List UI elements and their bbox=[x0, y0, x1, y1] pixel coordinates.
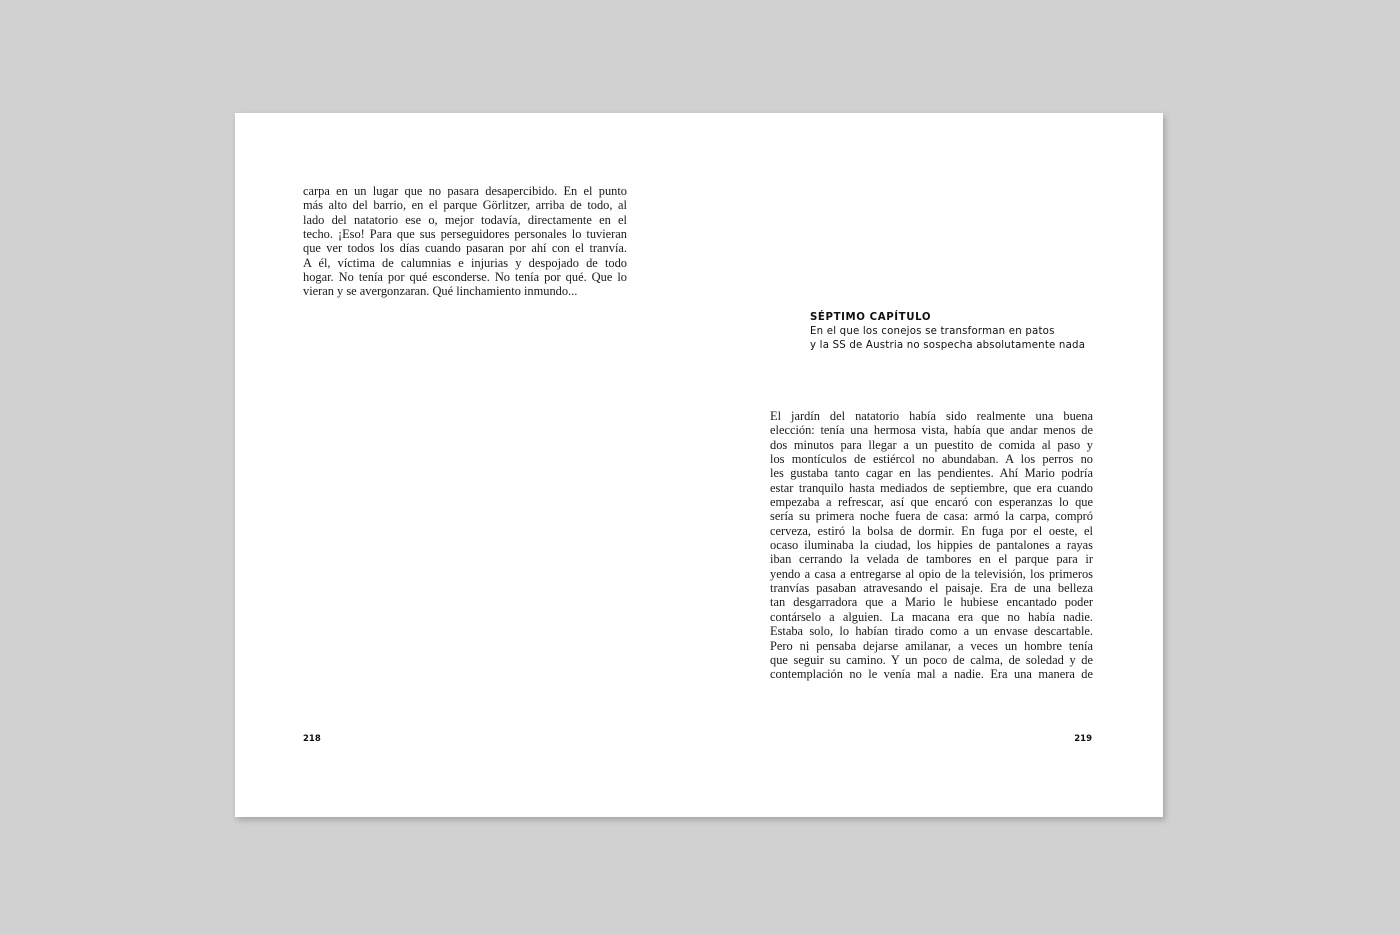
right-page-body bbox=[770, 409, 1093, 682]
text-line: los montículos de estiércol no abundaban. A los perros no bbox=[770, 452, 1093, 467]
text-line: ocaso iluminaba la ciudad, los hippies de pantalones a rayas bbox=[770, 538, 1093, 553]
text-line: vieran y se avergonzaran. Qué linchamiento inmundo... bbox=[303, 284, 578, 299]
text-line: elección: tenía una hermosa vista, había que andar menos de bbox=[770, 423, 1093, 438]
text-line: Estaba solo, lo habían tirado como a un envase descartable. bbox=[770, 624, 1093, 639]
chapter-heading: SÉPTIMO CAPÍTULO bbox=[810, 312, 932, 323]
text-line: yendo a casa a entregarse al opio de la televisión, los primeros bbox=[770, 566, 1093, 581]
text-line: estar tranquilo hasta mediados de septiembre, que era cuando bbox=[770, 480, 1093, 495]
text-line: empezaba a refrescar, así que encaró con esperanzas lo que bbox=[770, 495, 1093, 510]
chapter-header bbox=[810, 311, 1085, 353]
chapter-subtitle-line-2: y la SS de Austria no sospecha absolutamente nada bbox=[810, 340, 1086, 351]
page-number-left: 218 bbox=[303, 734, 321, 744]
text-line: sería su primera noche fuera de casa: armó la carpa, compró bbox=[770, 509, 1093, 524]
text-line: más alto del barrio, en el parque Görlitzer, arriba de todo, al bbox=[303, 198, 627, 213]
text-line: A él, víctima de calumnias e injurias y despojado de todo bbox=[303, 255, 627, 270]
text-line: contárselo a alguien. La macana era que no había nadie. bbox=[770, 609, 1093, 624]
text-line: techo. ¡Eso! Para que sus perseguidores personales lo tuvieran bbox=[303, 227, 627, 242]
text-line: hogar. No tenía por qué esconderse. No tenía por qué. Que lo bbox=[303, 270, 627, 285]
text-line: cerveza, estiró la bolsa de dormir. En fuga por el oeste, el bbox=[770, 523, 1093, 538]
text-line: les gustaba tanto cagar en las pendientes. Ahí Mario podría bbox=[770, 466, 1093, 481]
page-number-right: 219 bbox=[1074, 734, 1092, 744]
text-line: iban cerrando la velada de tambores en el parque para ir bbox=[770, 552, 1093, 567]
text-line: dos minutos para llegar a un puestito de comida al paso y bbox=[770, 437, 1093, 452]
text-line: tan desgarradora que a Mario le hubiese encantado poder bbox=[770, 595, 1093, 610]
text-line: tranvías pasaban atravesando el paisaje. Era de una belleza bbox=[770, 581, 1093, 596]
text-line: Pero ni pensaba dejarse amilanar, a veces un hombre tenía bbox=[770, 638, 1093, 653]
left-page-body bbox=[303, 184, 627, 299]
text-line: El jardín del natatorio había sido realmente una buena bbox=[770, 409, 1093, 423]
text-line: que ver todos los días cuando pasaran por ahí con el tranvía. bbox=[303, 241, 627, 256]
text-line: contemplación no le venía mal a nadie. Era una manera de bbox=[770, 667, 1093, 682]
text-line: carpa en un lugar que no pasara desapercibido. En el punto bbox=[303, 184, 627, 198]
chapter-subtitle-line-1: En el que los conejos se transforman en patos bbox=[810, 326, 1055, 337]
book-spread bbox=[235, 113, 1163, 817]
text-line: lado del natatorio ese o, mejor todavía, directamente en el bbox=[303, 212, 627, 227]
text-line: que seguir su camino. Y un poco de calma, de soledad y de bbox=[770, 652, 1093, 667]
